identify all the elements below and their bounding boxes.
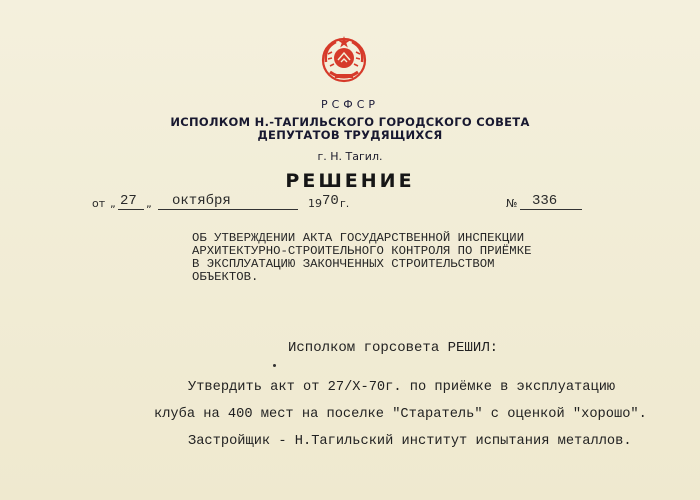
body-text-line: Застройщик - Н.Тагильский институт испытания металлов.	[188, 434, 632, 449]
ink-dot	[273, 364, 276, 367]
city-label: г. Н. Тагил.	[317, 150, 383, 163]
body-text-line: Утвердить акт от 27/Х-70г. по приёмке в эксплуатацию	[188, 380, 616, 395]
date-month-underline	[158, 209, 298, 210]
ussr-emblem-icon	[318, 32, 370, 84]
decision-number: 336	[532, 193, 558, 209]
body-text-line: клуба на 400 мест на поселке "Старатель" с оценкой "хорошо".	[154, 407, 647, 422]
date-month: октября	[172, 193, 231, 209]
date-year-typed: 70	[322, 193, 339, 209]
subject-line: ОБ УТВЕРЖДЕНИИ АКТА ГОСУДАРСТВЕННОЙ ИНСПЕКЦИИ	[192, 231, 525, 245]
decision-subject	[192, 232, 582, 284]
emblem-caption: РСФСР	[320, 98, 380, 111]
subject-line: В ЭКСПЛУАТАЦИЮ ЗАКОНЧЕННЫХ СТРОИТЕЛЬСТВОМ	[192, 257, 495, 271]
organization-name-line1: ИСПОЛКОМ Н.-ТАГИЛЬСКОГО ГОРОДСКОГО СОВЕТА	[170, 115, 530, 129]
subject-line: ОБЪЕКТОВ.	[192, 270, 259, 284]
subject-line: АРХИТЕКТУРНО-СТРОИТЕЛЬНОГО КОНТРОЛЯ ПО ПРИЁМКЕ	[192, 244, 532, 258]
date-open-quote: „	[110, 197, 116, 210]
number-underline	[520, 209, 582, 210]
date-day: 27	[120, 193, 137, 209]
organization-name-line2: ДЕПУТАТОВ ТРУДЯЩИХСЯ	[257, 128, 443, 142]
date-from-label: от	[92, 197, 106, 210]
date-close-quote: „	[146, 197, 152, 210]
date-year-suffix: г.	[340, 197, 350, 210]
date-day-underline	[118, 209, 144, 210]
number-label: №	[506, 197, 518, 210]
date-year-prefix: 19	[308, 197, 322, 210]
decided-heading: Исполком горсовета РЕШИЛ:	[288, 340, 499, 356]
document-title: РЕШЕНИЕ	[285, 170, 415, 192]
date-number-line	[92, 193, 612, 213]
